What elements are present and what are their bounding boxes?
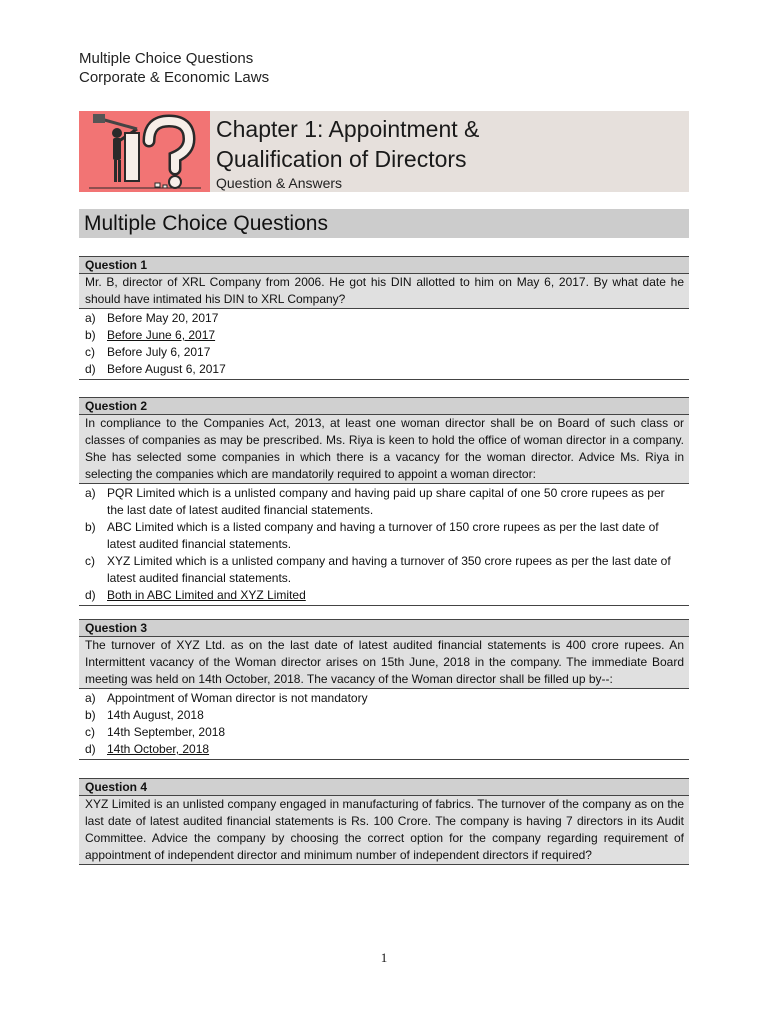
page-header bbox=[79, 49, 679, 87]
question-text: The turnover of XYZ Ltd. as on the last date of latest audited financial statements is 400 crore rupees. An Intermittent vacancy of the Woman director arises on 15th June, 2018 in the company. The immediate Board meeting was held on 14th October, 2018. The vacancy of the Woman director shall be filled up by--: bbox=[79, 637, 689, 689]
chapter-subtitle: Question & Answers bbox=[216, 175, 343, 191]
question-block-1 bbox=[79, 256, 689, 380]
chapter-title-line-1: Chapter 1: Appointment & bbox=[216, 116, 480, 142]
answer-option-correct: d) 14th October, 2018 bbox=[85, 742, 210, 756]
answer-option: a) Before May 20, 2017 bbox=[85, 311, 219, 325]
section-title: Multiple Choice Questions bbox=[84, 212, 328, 235]
question-label: Question 4 bbox=[79, 778, 689, 796]
question-block-3 bbox=[79, 619, 689, 760]
answer-option: b) ABC Limited which is a listed company and having a turnover of 150 crore rupees as per the last date of latest audited financial statements. bbox=[85, 520, 659, 551]
question-label: Question 1 bbox=[79, 256, 689, 274]
answer-option: b) 14th August, 2018 bbox=[85, 708, 204, 722]
chapter-banner bbox=[79, 111, 689, 192]
answer-option: a) PQR Limited which is a unlisted company and having paid up share capital of one 50 crore rupees as per the last date of latest audited financial statements. bbox=[85, 486, 665, 517]
answer-option: c) 14th September, 2018 bbox=[85, 725, 226, 739]
question-label: Question 3 bbox=[79, 619, 689, 637]
question-block-4 bbox=[79, 778, 689, 865]
question-block-2 bbox=[79, 397, 689, 606]
question-label: Question 2 bbox=[79, 397, 689, 415]
answer-option: d) Before August 6, 2017 bbox=[85, 362, 226, 376]
answer-option: c) XYZ Limited which is a unlisted company and having a turnover of 350 crore rupees as per the last date of latest audited financial statements. bbox=[85, 554, 671, 585]
answer-option: c) Before July 6, 2017 bbox=[85, 345, 211, 359]
answer-option-correct: d) Both in ABC Limited and XYZ Limited bbox=[85, 588, 306, 602]
answer-option: a) Appointment of Woman director is not mandatory bbox=[85, 691, 368, 705]
document-subject: Corporate & Economic Laws bbox=[79, 69, 270, 86]
answer-option-correct: b) Before June 6, 2017 bbox=[85, 328, 216, 342]
question-text: In compliance to the Companies Act, 2013, at least one woman director shall be on Board of such class or classes of companies as may be prescribed. Ms. Riya is keen to hold the office of woman director in a company. She has selected some companies in which there is a vacancy for the woman director. Advice Ms. Riya in selecting the companies which are mandatorily required to appoint a woman director: bbox=[79, 415, 689, 484]
question-text: Mr. B, director of XRL Company from 2006. He got his DIN allotted to him on May 6, 2017. By what date he should have intimated his DIN to XRL Company? bbox=[79, 274, 689, 309]
answer-options bbox=[79, 309, 689, 380]
document-title: Multiple Choice Questions bbox=[79, 50, 254, 67]
question-text: XYZ Limited is an unlisted company engaged in manufacturing of fabrics. The turnover of the company as on the last date of latest audited financial statements is Rs. 100 Crore. The company is having 7 directors in its Audit Committee. Advice the company by choosing the correct option for the company regarding requirement of appointment of independent director and minimum number of independent directors if required? bbox=[79, 796, 689, 865]
question-mark-illustration-icon bbox=[79, 111, 210, 192]
answer-options bbox=[79, 484, 689, 606]
section-heading bbox=[79, 209, 689, 238]
chapter-title-line-2: Qualification of Directors bbox=[216, 146, 467, 172]
answer-options bbox=[79, 689, 689, 760]
chapter-title-box bbox=[210, 111, 689, 192]
page-number: 1 bbox=[380, 950, 388, 965]
